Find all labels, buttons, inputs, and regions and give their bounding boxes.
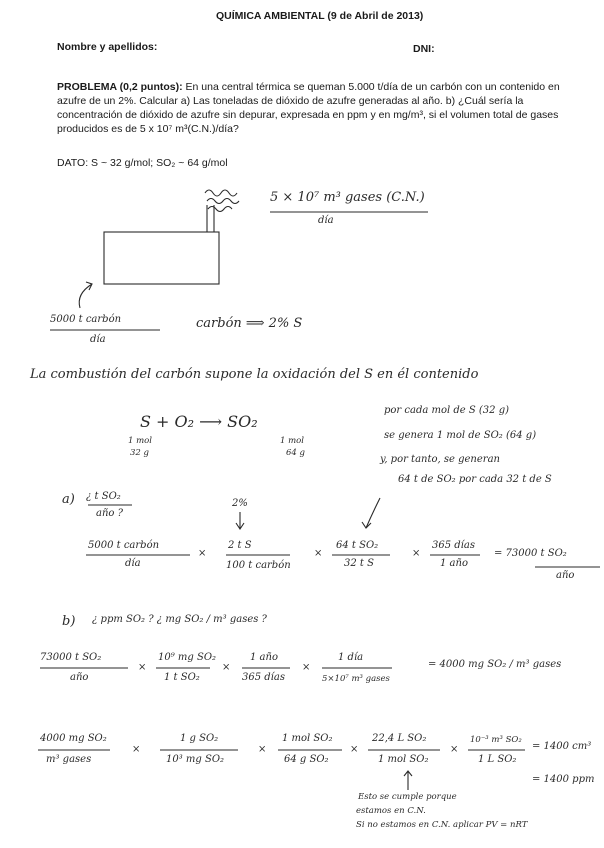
b2-result-ppm: = 1400 ppm — [532, 774, 595, 785]
reaction-equation: S + O₂ ⟶ SO₂ — [140, 412, 258, 431]
so2-moles: 1 mol — [280, 436, 305, 446]
times-sign: × — [302, 662, 311, 673]
times-sign: × — [412, 548, 421, 559]
b1-factor-3-num: 1 año — [250, 652, 278, 663]
b2-factor-4-num: 22,4 L SO₂ — [372, 733, 427, 744]
stoich-note-2: se genera 1 mol de SO₂ (64 g) — [384, 430, 537, 441]
part-a-label: a) — [62, 492, 75, 507]
b2-factor-2-den: 10³ mg SO₂ — [166, 754, 225, 765]
b1-factor-1-den: año — [70, 672, 89, 683]
part-b-question: ¿ ppm SO₂ ? ¿ mg SO₂ / m³ gases ? — [92, 614, 267, 625]
stoich-note-4: 64 t de SO₂ por cada 32 t de S — [398, 474, 552, 485]
s-moles: 1 mol — [128, 436, 153, 446]
times-sign: × — [350, 744, 359, 755]
times-sign: × — [450, 744, 459, 755]
dni-label: DNI: — [413, 43, 435, 55]
a-factor-2-den: 100 t carbón — [226, 560, 291, 571]
b2-factor-1-num: 4000 mg SO₂ — [40, 733, 107, 744]
b1-factor-3-den: 365 días — [242, 672, 285, 683]
a-factor-1-den: día — [125, 558, 141, 569]
problem-label: PROBLEMA (0,2 puntos): — [57, 81, 183, 93]
problem-line-3: concentración de dióxido de azufre sin depurar, expresada en ppm y en mg/m³, si el volumen total de gases — [57, 109, 559, 121]
b2-factor-4-den: 1 mol SO₂ — [378, 754, 429, 765]
b2-factor-1-den: m³ gases — [46, 754, 92, 765]
times-sign: × — [258, 744, 267, 755]
gases-volume-numerator: 5 × 10⁷ m³ gases (C.N.) — [270, 190, 425, 205]
part-b-label: b) — [62, 614, 76, 629]
problem-line-1: PROBLEMA (0,2 puntos): En una central térmica se queman 5.000 t/día de un carbón con un contenido en — [57, 81, 560, 93]
combustion-statement: La combustión del carbón supone la oxidación del S en él contenido — [30, 367, 479, 382]
b1-factor-2-den: 1 t SO₂ — [164, 672, 200, 683]
b2-factor-5-den: 1 L SO₂ — [478, 754, 517, 765]
gases-volume-denominator: día — [318, 215, 334, 226]
footnote-line-3: Si no estamos en C.N. aplicar PV = nRT — [356, 820, 528, 830]
b2-factor-5-num: 10⁻³ m³ SO₂ — [470, 735, 522, 745]
problem-line-2: azufre de un 2%. Calcular a) Las toneladas de dióxido de azufre generadas al año. b) ¿Cuál sería la — [57, 95, 524, 107]
sulfur-percent: 2% — [232, 498, 248, 509]
a-factor-4-num: 365 días — [432, 540, 475, 551]
part-a-question-den: año ? — [96, 508, 123, 519]
times-sign: × — [132, 744, 141, 755]
a-factor-3-num: 64 t SO₂ — [336, 540, 379, 551]
a-factor-2-num: 2 t S — [228, 540, 252, 551]
times-sign: × — [198, 548, 207, 559]
b1-result: = 4000 mg SO₂ / m³ gases — [428, 659, 562, 670]
a-result-den: año — [556, 570, 575, 581]
b1-factor-4-den: 5×10⁷ m³ gases — [322, 674, 390, 684]
a-result-num: = 73000 t SO₂ — [494, 548, 567, 559]
b2-factor-2-num: 1 g SO₂ — [180, 733, 219, 744]
b2-factor-3-den: 64 g SO₂ — [284, 754, 329, 765]
b1-factor-2-num: 10⁹ mg SO₂ — [158, 652, 217, 663]
b1-factor-4-num: 1 día — [338, 652, 364, 663]
exam-title: QUÍMICA AMBIENTAL (9 de Abril de 2013) — [216, 10, 424, 22]
part-a-question-num: ¿ t SO₂ — [86, 491, 121, 502]
problem-line-4: producidos es de 5 x 10⁷ m³(C.N.)/día? — [57, 123, 239, 135]
carbon-denominator: día — [90, 334, 106, 345]
footnote-line-2: estamos en C.N. — [356, 806, 426, 816]
footnote-line-1: Esto se cumple porque — [358, 792, 457, 802]
a-factor-4-den: 1 año — [440, 558, 468, 569]
b2-result: = 1400 cm³ — [532, 741, 592, 752]
carbon-numerator: 5000 t carbón — [50, 314, 122, 325]
b2-factor-3-num: 1 mol SO₂ — [282, 733, 333, 744]
a-factor-1-num: 5000 t carbón — [88, 540, 160, 551]
times-sign: × — [314, 548, 323, 559]
carbon-sulfur-content: carbón ⟹ 2% S — [196, 316, 303, 331]
times-sign: × — [222, 662, 231, 673]
data-note: DATO: S ~ 32 g/mol; SO₂ ~ 64 g/mol — [57, 157, 228, 169]
a-factor-3-den: 32 t S — [344, 558, 374, 569]
s-grams: 32 g — [130, 448, 149, 458]
times-sign: × — [138, 662, 147, 673]
stoich-note-1: por cada mol de S (32 g) — [384, 405, 509, 416]
so2-grams: 64 g — [286, 448, 305, 458]
name-label: Nombre y apellidos: — [57, 41, 158, 53]
b1-factor-1-num: 73000 t SO₂ — [40, 652, 102, 663]
stoich-note-3: y, por tanto, se generan — [380, 454, 500, 465]
